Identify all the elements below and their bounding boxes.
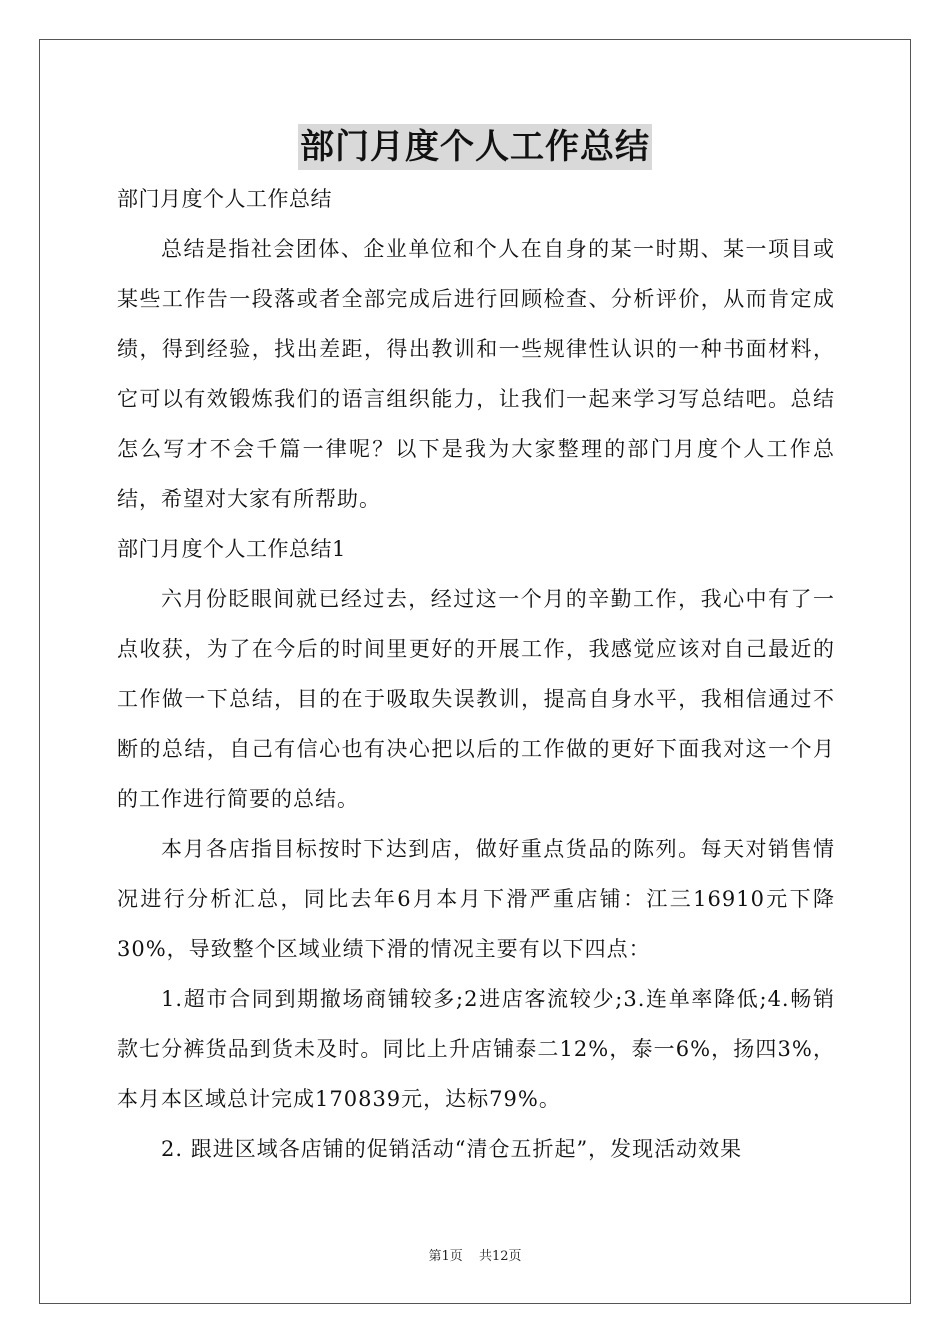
body-paragraph-3: 1.超市合同到期撤场商铺较多;2进店客流较少;3.连单率降低;4.畅销款七分裤货品到货未及时。同比上升店铺泰二12%，泰一6%，扬四3%，本月本区域总计完成170839元，达标79%。 [117,987,835,1111]
section-heading: 部门月度个人工作总结1 [117,537,346,561]
intro-paragraph: 总结是指社会团体、企业单位和个人在自身的某一时期、某一项目或某些工作告一段落或者全部完成后进行回顾检查、分析评价，从而肯定成绩，得到经验，找出差距，得出教训和一些规律性认识的一种书面材料，它可以有效锻炼我们的语言组织能力，让我们一起来学习写总结吧。总结怎么写才不会千篇一律呢？以下是我为大家整理的部门月度个人工作总结，希望对大家有所帮助。 [117,237,835,511]
page-footer [0,1245,950,1264]
page-number: 第1页 [428,1249,463,1264]
body-paragraph-2: 本月各店指目标按时下达到店，做好重点货品的陈列。每天对销售情况进行分析汇总，同比去年6月本月下滑严重店铺：江三16910元下降30%，导致整个区域业绩下滑的情况主要有以下四点： [117,837,835,961]
page-total: 共12页 [478,1249,522,1264]
document-title: 部门月度个人工作总结 [298,124,652,170]
document-subtitle: 部门月度个人工作总结 [117,187,332,211]
title-container [0,124,950,170]
body-paragraph-1: 六月份眨眼间就已经过去，经过这一个月的辛勤工作，我心中有了一点收获，为了在今后的时间里更好的开展工作，我感觉应该对自己最近的工作做一下总结，目的在于吸取失误教训，提高自身水平，我相信通过不断的总结，自己有信心也有决心把以后的工作做的更好下面我对这一个月的工作进行简要的总结。 [117,587,835,811]
document-body [117,174,835,1174]
body-paragraph-4: 2. 跟进区域各店铺的促销活动“清仓五折起”，发现活动效果 [161,1137,743,1161]
